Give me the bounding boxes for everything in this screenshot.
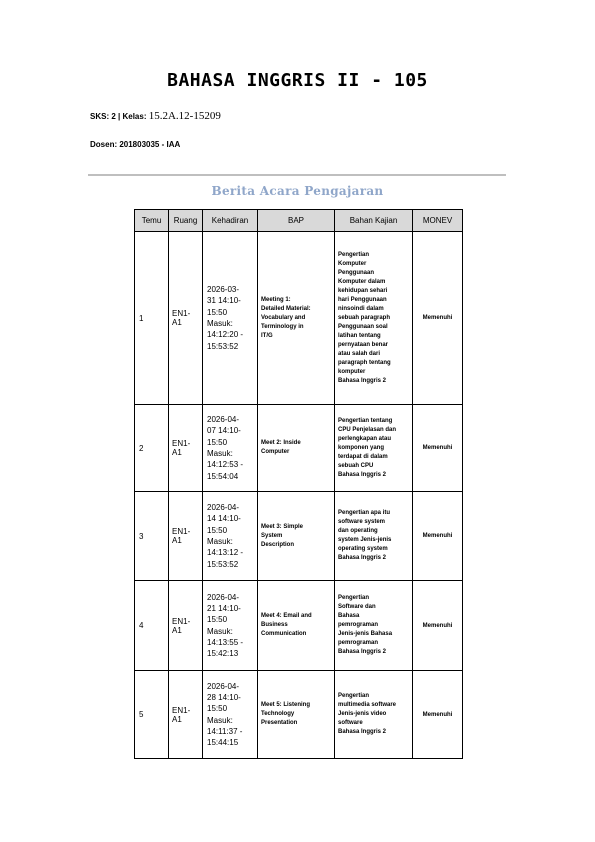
cell-kehadiran-line: 07 14:10-	[207, 426, 241, 436]
table-row	[135, 405, 463, 492]
cell-kehadiran-line: 2026-04-	[207, 503, 240, 513]
cell-kehadiran-line: 14:13:12 -	[207, 548, 244, 558]
cell-bahan-kajian-line: CPU Penjelasan dan	[338, 426, 397, 433]
cell-bahan-kajian-line: Bahasa Inggris 2	[338, 649, 387, 655]
cell-kehadiran	[203, 671, 258, 759]
cell-kehadiran	[203, 232, 258, 405]
cell-ruang	[169, 232, 203, 405]
cell-ruang-line: EN1-	[172, 705, 191, 715]
cell-bap	[258, 671, 335, 759]
cell-bahan-kajian-line: Komputer	[338, 260, 367, 267]
cell-kehadiran-line: 15:53:52	[207, 559, 239, 569]
bap-table	[134, 209, 463, 759]
cell-monev: Memenuhi	[413, 232, 463, 405]
section-title: Berita Acara Pengajaran	[211, 184, 384, 198]
cell-kehadiran-line: 14:11:37 -	[207, 726, 243, 736]
header-kehadiran: Kehadiran	[203, 210, 258, 232]
cell-kehadiran-line: 28 14:10-	[207, 692, 241, 702]
cell-kehadiran-line: 15:44:15	[207, 738, 239, 748]
cell-bahan-kajian-line: operating system	[338, 546, 388, 552]
table-body	[135, 232, 463, 759]
cell-bahan-kajian-line: latihan tentang	[338, 332, 381, 339]
cell-bap-line: IT/G	[261, 332, 273, 339]
cell-bap-line: Vocabulary and	[261, 314, 306, 321]
cell-bahan-kajian-line: pemrograman	[338, 622, 379, 628]
cell-ruang	[169, 405, 203, 492]
cell-bahan-kajian-line: Penggunaan soal	[338, 323, 388, 330]
page-title: BAHASA INGGRIS II - 105	[167, 70, 428, 91]
cell-bap-line: Detailed Material:	[261, 305, 311, 312]
cell-bap-line: Terminology in	[261, 323, 304, 330]
cell-bahan-kajian-line: terdapat di dalam	[338, 453, 388, 460]
cell-kehadiran-line: 14:12:53 -	[207, 460, 244, 470]
cell-bahan-kajian-line: Software dan	[338, 604, 376, 610]
cell-kehadiran-line: Masuk:	[207, 449, 233, 458]
cell-kehadiran-line: 15:50	[207, 307, 228, 317]
cell-bahan-kajian-line: perlengkapan atau	[338, 435, 392, 442]
cell-bap-line: Meet 3: Simple	[261, 523, 304, 530]
cell-bahan-kajian	[335, 492, 413, 581]
kelas-value: 15.2A.12-15209	[148, 110, 221, 122]
cell-kehadiran-line: 21 14:10-	[207, 603, 241, 613]
cell-bap-line: Meet 2: Inside	[261, 440, 301, 446]
cell-bahan-kajian-line: multimedia software	[338, 702, 397, 708]
table-row	[135, 232, 463, 405]
cell-bahan-kajian-line: sebuah paragraph	[338, 314, 391, 321]
cell-ruang-line: A1	[172, 714, 182, 724]
cell-kehadiran-line: 14:12:20 -	[207, 330, 244, 340]
cell-bahan-kajian-line: software system	[338, 519, 386, 525]
cell-bahan-kajian-line: komputer	[338, 368, 366, 375]
cell-temu: 4	[135, 581, 169, 671]
table-row	[135, 492, 463, 581]
cell-bahan-kajian-line: dan operating	[338, 528, 378, 534]
cell-bahan-kajian	[335, 232, 413, 405]
cell-bahan-kajian-line: pemrograman	[338, 640, 379, 646]
cell-bahan-kajian-line: Bahasa Inggris 2	[338, 377, 387, 384]
cell-kehadiran-line: 15:42:13	[207, 649, 239, 659]
cell-ruang	[169, 581, 203, 671]
cell-bahan-kajian-line: hari Penggunaan	[338, 296, 387, 303]
cell-bahan-kajian-line: Pengertian	[338, 251, 370, 258]
cell-kehadiran-line: Masuk:	[207, 537, 233, 546]
divider	[88, 174, 506, 176]
cell-bahan-kajian-line: Pengertian apa itu	[338, 510, 391, 516]
cell-ruang-line: A1	[172, 536, 182, 545]
cell-ruang-line: A1	[172, 318, 182, 327]
cell-kehadiran-line: 15:53:52	[207, 341, 239, 351]
cell-bap-line: Meet 4: Email and	[261, 613, 312, 619]
cell-kehadiran-line: 15:50	[207, 437, 228, 447]
cell-bap	[258, 492, 335, 581]
cell-kehadiran	[203, 581, 258, 671]
cell-bahan-kajian-line: Jenis-jenis video	[338, 711, 387, 717]
sks-kelas-info	[90, 110, 221, 122]
cell-bahan-kajian	[335, 581, 413, 671]
cell-kehadiran-line: 31 14:10-	[207, 296, 241, 306]
cell-bap	[258, 581, 335, 671]
dosen-info: Dosen: 201803035 - IAA	[90, 140, 181, 149]
cell-bap-line: Description	[261, 541, 295, 548]
table-row	[135, 581, 463, 671]
cell-bap-line: Computer	[261, 449, 290, 455]
cell-kehadiran-line: 2026-04-	[207, 592, 240, 602]
cell-bahan-kajian	[335, 405, 413, 492]
cell-ruang	[169, 492, 203, 581]
cell-temu: 2	[135, 405, 169, 492]
cell-kehadiran-line: 2026-04-	[207, 415, 240, 425]
cell-bahan-kajian-line: Jenis-jenis Bahasa	[338, 631, 393, 637]
cell-ruang-line: A1	[172, 625, 182, 635]
cell-ruang-line: EN1-	[172, 309, 191, 318]
cell-bahan-kajian-line: atau salah dari	[338, 350, 381, 357]
cell-bahan-kajian-line: komponen yang	[338, 444, 385, 451]
cell-kehadiran-line: 2026-03-	[207, 285, 240, 295]
cell-bap	[258, 405, 335, 492]
cell-bap-line: System	[261, 532, 283, 539]
cell-bahan-kajian-line: Pengertian	[338, 595, 370, 601]
sks-label: SKS: 2 | Kelas:	[90, 112, 147, 121]
cell-bap-line: Business	[261, 622, 288, 628]
cell-bahan-kajian-line: software	[338, 720, 363, 726]
header-monev: MONEV	[413, 210, 463, 232]
cell-bap-line: Presentation	[261, 720, 298, 726]
cell-bap-line: Meeting 1:	[261, 296, 291, 303]
cell-bahan-kajian-line: kehidupan sehari	[338, 287, 388, 294]
cell-kehadiran-line: Masuk:	[207, 715, 233, 725]
cell-bahan-kajian-line: Bahasa Inggris 2	[338, 555, 387, 561]
cell-bahan-kajian-line: system Jenis-jenis	[338, 537, 392, 543]
cell-bahan-kajian-line: Bahasa Inggris 2	[338, 471, 387, 478]
cell-bahan-kajian-line: Bahasa Inggris 2	[338, 729, 387, 735]
cell-kehadiran	[203, 492, 258, 581]
cell-bap-line: Meet 5: Listening	[261, 702, 311, 708]
cell-ruang-line: EN1-	[172, 616, 191, 626]
cell-bahan-kajian-line: Pengertian tentang	[338, 417, 393, 424]
cell-monev: Memenuhi	[413, 492, 463, 581]
header-temu: Temu	[135, 210, 169, 232]
cell-bahan-kajian-line: paragraph tentang	[338, 359, 391, 366]
cell-bahan-kajian-line: ninsoindi dalam	[338, 305, 384, 312]
cell-monev: Memenuhi	[413, 581, 463, 671]
cell-ruang-line: EN1-	[172, 439, 191, 448]
cell-kehadiran-line: 15:50	[207, 704, 228, 714]
cell-bahan-kajian-line: Penggunaan	[338, 269, 375, 276]
cell-kehadiran-line: Masuk:	[207, 626, 233, 636]
cell-ruang	[169, 671, 203, 759]
cell-kehadiran	[203, 405, 258, 492]
cell-bahan-kajian-line: sebuah CPU	[338, 462, 374, 469]
cell-bap-line: Technology	[261, 711, 295, 717]
header-ruang: Ruang	[169, 210, 203, 232]
cell-bahan-kajian	[335, 671, 413, 759]
cell-bap-line: Communication	[261, 631, 307, 637]
cell-kehadiran-line: Masuk:	[207, 319, 233, 328]
cell-temu: 5	[135, 671, 169, 759]
table-header-row	[135, 210, 463, 232]
cell-kehadiran-line: 14:13:55 -	[207, 637, 244, 647]
cell-ruang-line: EN1-	[172, 527, 191, 536]
cell-bahan-kajian-line: Pengertian	[338, 693, 370, 699]
cell-bahan-kajian-line: Komputer dalam	[338, 278, 386, 285]
header-bap: BAP	[258, 210, 335, 232]
cell-temu: 3	[135, 492, 169, 581]
cell-kehadiran-line: 15:50	[207, 615, 228, 625]
cell-monev: Memenuhi	[413, 405, 463, 492]
cell-bap	[258, 232, 335, 405]
cell-temu: 1	[135, 232, 169, 405]
cell-kehadiran-line: 2026-04-	[207, 681, 240, 691]
cell-ruang-line: A1	[172, 448, 182, 457]
table-row	[135, 671, 463, 759]
cell-kehadiran-line: 14 14:10-	[207, 514, 241, 524]
header-bahan-kajian: Bahan Kajian	[335, 210, 413, 232]
cell-bahan-kajian-line: Bahasa	[338, 613, 360, 619]
cell-kehadiran-line: 15:50	[207, 525, 228, 535]
cell-kehadiran-line: 15:54:04	[207, 471, 239, 481]
cell-monev: Memenuhi	[413, 671, 463, 759]
cell-bahan-kajian-line: pernyataan benar	[338, 341, 389, 348]
